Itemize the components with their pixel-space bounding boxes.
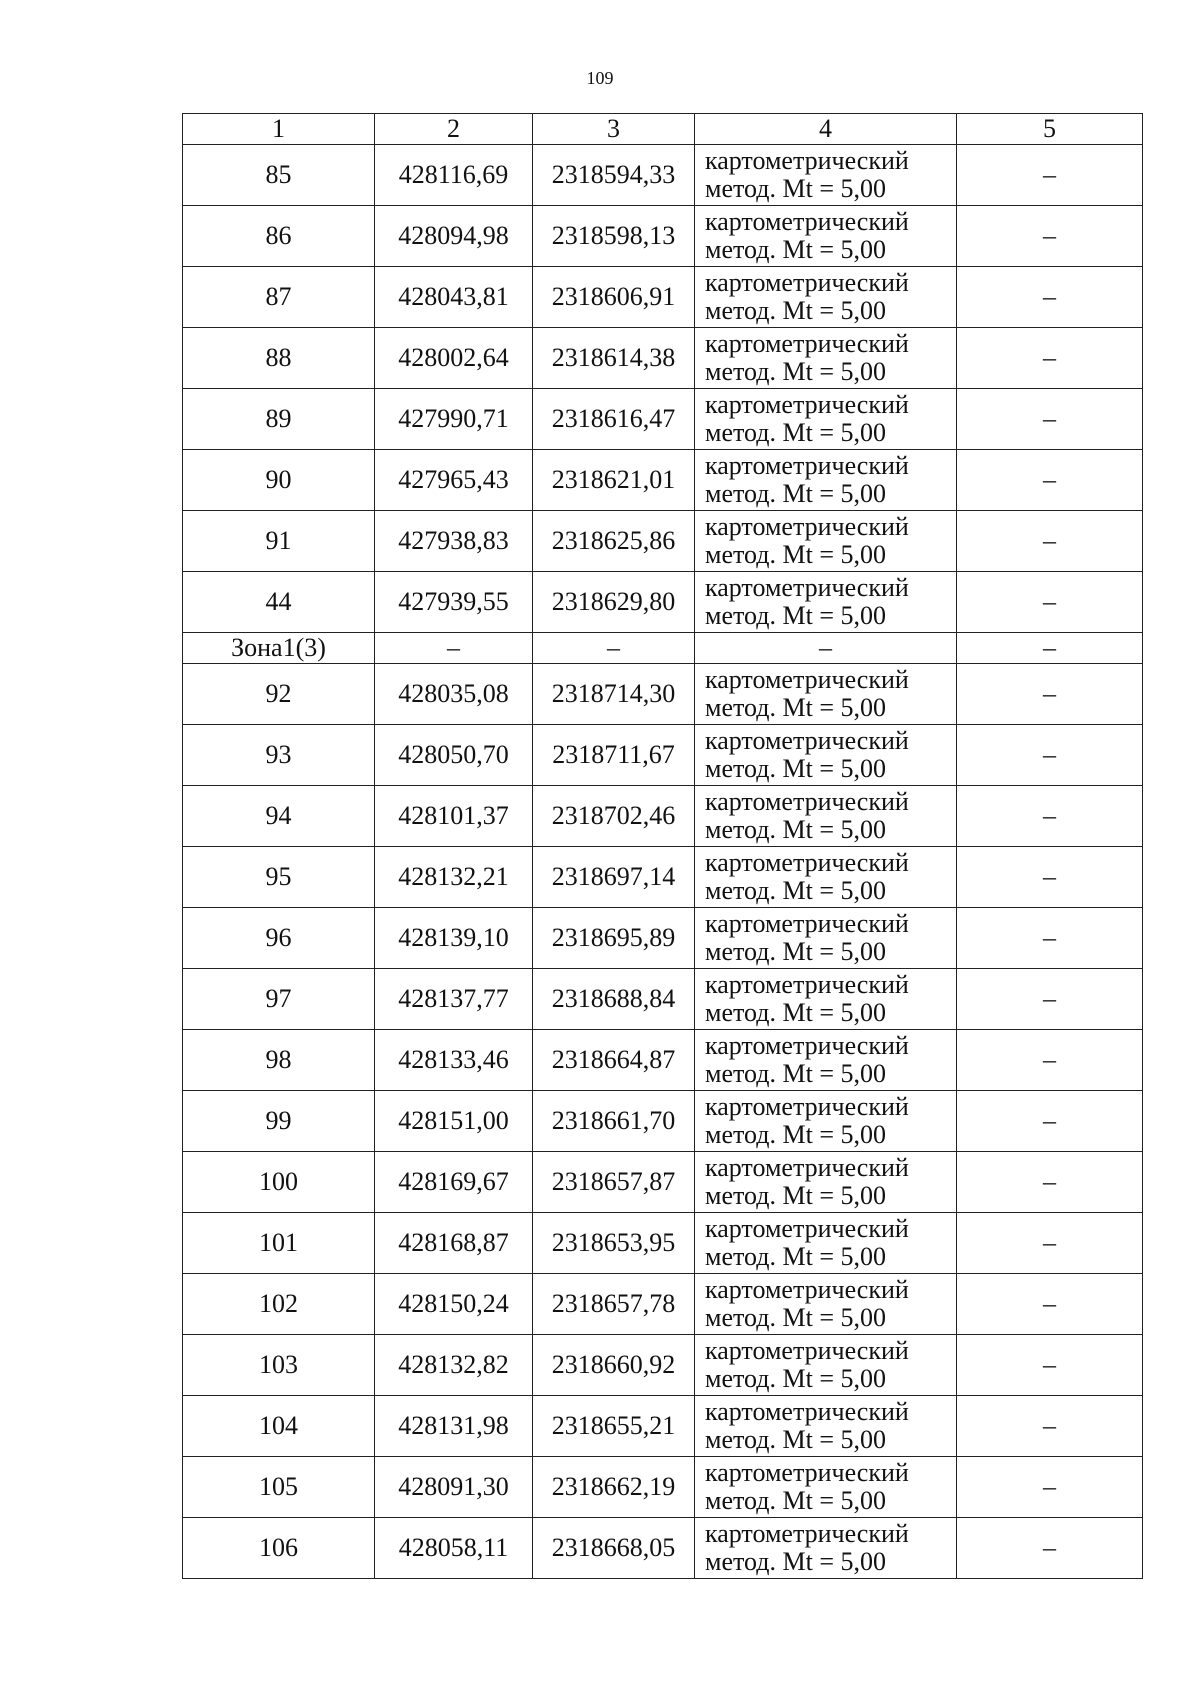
method-line-1: картометрический [705, 207, 909, 236]
col5-dash-cell: – [957, 725, 1143, 786]
table-row [183, 206, 1143, 267]
y-coordinate-cell: 2318629,80 [533, 572, 695, 633]
method-line-2: метод. Mt = 5,00 [705, 296, 886, 325]
method-line-1: картометрический [705, 451, 909, 480]
header-cell-1: 1 [183, 114, 375, 145]
method-line-2: метод. Mt = 5,00 [705, 1120, 886, 1149]
x-coordinate-cell: 428133,46 [375, 1030, 533, 1091]
method-line-1: картометрический [705, 1275, 909, 1304]
y-coordinate-cell: 2318660,92 [533, 1335, 695, 1396]
method-line-2: метод. Mt = 5,00 [705, 1425, 886, 1454]
y-coordinate-cell: 2318655,21 [533, 1396, 695, 1457]
point-number-cell: 97 [183, 969, 375, 1030]
y-coordinate-cell: 2318598,13 [533, 206, 695, 267]
method-line-2: метод. Mt = 5,00 [705, 937, 886, 966]
method-line-1: картометрический [705, 665, 909, 694]
point-number-cell: 106 [183, 1518, 375, 1579]
x-coordinate-cell: 428137,77 [375, 969, 533, 1030]
col5-dash-cell: – [957, 1335, 1143, 1396]
table-row [183, 1152, 1143, 1213]
x-coordinate-cell: 428002,64 [375, 328, 533, 389]
table-row [183, 511, 1143, 572]
table-row [183, 1091, 1143, 1152]
y-coordinate-cell: 2318653,95 [533, 1213, 695, 1274]
table-row [183, 328, 1143, 389]
method-line-1: картометрический [705, 1153, 909, 1182]
col5-dash-cell: – [957, 1274, 1143, 1335]
col5-dash-cell: – [957, 664, 1143, 725]
x-coordinate-cell: 428132,21 [375, 847, 533, 908]
x-coordinate-cell: 428131,98 [375, 1396, 533, 1457]
y-coordinate-cell: 2318668,05 [533, 1518, 695, 1579]
point-number-cell: 105 [183, 1457, 375, 1518]
x-coordinate-cell: 428101,37 [375, 786, 533, 847]
table-row [183, 847, 1143, 908]
method-cell [695, 1518, 957, 1579]
point-number-cell: 44 [183, 572, 375, 633]
method-cell [695, 908, 957, 969]
method-cell [695, 389, 957, 450]
x-coordinate-cell: 428058,11 [375, 1518, 533, 1579]
col5-dash-cell: – [957, 511, 1143, 572]
col5-dash-cell: – [957, 1457, 1143, 1518]
col5-dash-cell: – [957, 145, 1143, 206]
table-row [183, 1274, 1143, 1335]
table-row [183, 572, 1143, 633]
method-cell [695, 1091, 957, 1152]
x-coordinate-cell: 428116,69 [375, 145, 533, 206]
method-line-2: метод. Mt = 5,00 [705, 601, 886, 630]
method-line-2: метод. Mt = 5,00 [705, 1242, 886, 1271]
point-number-cell: 92 [183, 664, 375, 725]
method-cell [695, 1213, 957, 1274]
y-coordinate-cell: 2318657,87 [533, 1152, 695, 1213]
method-line-2: метод. Mt = 5,00 [705, 1486, 886, 1515]
method-line-2: метод. Mt = 5,00 [705, 418, 886, 447]
y-coordinate-cell: 2318625,86 [533, 511, 695, 572]
point-number-cell: 99 [183, 1091, 375, 1152]
col5-dash-cell: – [957, 206, 1143, 267]
method-line-2: метод. Mt = 5,00 [705, 1059, 886, 1088]
point-number-cell: 94 [183, 786, 375, 847]
point-number-cell: 85 [183, 145, 375, 206]
coordinates-table [182, 113, 1143, 1579]
method-cell [695, 1335, 957, 1396]
x-coordinate-cell: 427965,43 [375, 450, 533, 511]
method-line-1: картометрический [705, 1031, 909, 1060]
method-cell [695, 664, 957, 725]
x-coordinate-cell: 427990,71 [375, 389, 533, 450]
y-coordinate-cell: 2318711,67 [533, 725, 695, 786]
y-coordinate-cell: 2318664,87 [533, 1030, 695, 1091]
col5-dash-cell: – [957, 1152, 1143, 1213]
page-number: 109 [586, 68, 614, 88]
header-cell-3: 3 [533, 114, 695, 145]
method-cell [695, 145, 957, 206]
y-coordinate-cell: 2318606,91 [533, 267, 695, 328]
method-cell [695, 1152, 957, 1213]
method-line-2: метод. Mt = 5,00 [705, 235, 886, 264]
zone-label: Зона1(3) [183, 633, 375, 664]
header-cell-4: 4 [695, 114, 957, 145]
point-number-cell: 86 [183, 206, 375, 267]
table-row [183, 725, 1143, 786]
x-coordinate-cell: 427938,83 [375, 511, 533, 572]
method-cell [695, 267, 957, 328]
table-body [183, 145, 1143, 1579]
y-coordinate-cell: 2318697,14 [533, 847, 695, 908]
y-coordinate-cell: 2318702,46 [533, 786, 695, 847]
col5-dash-cell: – [957, 1396, 1143, 1457]
method-line-1: картометрический [705, 970, 909, 999]
col5-dash-cell: – [957, 1518, 1143, 1579]
x-coordinate-cell: 428151,00 [375, 1091, 533, 1152]
x-coordinate-cell: 428132,82 [375, 1335, 533, 1396]
method-line-1: картометрический [705, 1336, 909, 1365]
y-coordinate-cell: 2318657,78 [533, 1274, 695, 1335]
header-cell-2: 2 [375, 114, 533, 145]
method-cell [695, 1030, 957, 1091]
method-line-2: метод. Mt = 5,00 [705, 479, 886, 508]
col5-dash-cell: – [957, 786, 1143, 847]
method-line-1: картометрический [705, 390, 909, 419]
y-coordinate-cell: 2318714,30 [533, 664, 695, 725]
table-row [183, 1396, 1143, 1457]
table-row [183, 389, 1143, 450]
x-coordinate-cell: 428168,87 [375, 1213, 533, 1274]
table-row [183, 1457, 1143, 1518]
col5-dash-cell: – [957, 267, 1143, 328]
method-line-1: картометрический [705, 1092, 909, 1121]
point-number-cell: 103 [183, 1335, 375, 1396]
method-line-2: метод. Mt = 5,00 [705, 1547, 886, 1576]
col5-dash-cell: – [957, 1091, 1143, 1152]
method-cell [695, 1396, 957, 1457]
x-coordinate-cell: 428150,24 [375, 1274, 533, 1335]
method-line-1: картометрический [705, 1519, 909, 1548]
point-number-cell: 95 [183, 847, 375, 908]
table-row [183, 267, 1143, 328]
point-number-cell: 96 [183, 908, 375, 969]
method-cell [695, 1457, 957, 1518]
y-coordinate-cell: 2318688,84 [533, 969, 695, 1030]
method-line-2: метод. Mt = 5,00 [705, 693, 886, 722]
zone-dash-cell: – [695, 633, 957, 664]
zone-dash-cell: – [375, 633, 533, 664]
point-number-cell: 98 [183, 1030, 375, 1091]
header-row [183, 114, 1143, 145]
col5-dash-cell: – [957, 572, 1143, 633]
method-cell [695, 725, 957, 786]
y-coordinate-cell: 2318695,89 [533, 908, 695, 969]
point-number-cell: 91 [183, 511, 375, 572]
x-coordinate-cell: 428091,30 [375, 1457, 533, 1518]
x-coordinate-cell: 427939,55 [375, 572, 533, 633]
point-number-cell: 93 [183, 725, 375, 786]
x-coordinate-cell: 428043,81 [375, 267, 533, 328]
col5-dash-cell: – [957, 1213, 1143, 1274]
table-row [183, 1518, 1143, 1579]
method-line-1: картометрический [705, 848, 909, 877]
method-line-1: картометрический [705, 1214, 909, 1243]
point-number-cell: 87 [183, 267, 375, 328]
zone-row [183, 633, 1143, 664]
table-row [183, 450, 1143, 511]
x-coordinate-cell: 428035,08 [375, 664, 533, 725]
method-line-2: метод. Mt = 5,00 [705, 1303, 886, 1332]
y-coordinate-cell: 2318616,47 [533, 389, 695, 450]
method-cell [695, 328, 957, 389]
col5-dash-cell: – [957, 328, 1143, 389]
col5-dash-cell: – [957, 389, 1143, 450]
table-row [183, 969, 1143, 1030]
method-cell [695, 511, 957, 572]
point-number-cell: 102 [183, 1274, 375, 1335]
point-number-cell: 88 [183, 328, 375, 389]
method-line-1: картометрический [705, 726, 909, 755]
table-row [183, 145, 1143, 206]
method-line-2: метод. Mt = 5,00 [705, 754, 886, 783]
zone-dash-cell: – [957, 633, 1143, 664]
y-coordinate-cell: 2318594,33 [533, 145, 695, 206]
x-coordinate-cell: 428169,67 [375, 1152, 533, 1213]
x-coordinate-cell: 428139,10 [375, 908, 533, 969]
method-cell [695, 1274, 957, 1335]
method-line-1: картометрический [705, 268, 909, 297]
method-line-1: картометрический [705, 512, 909, 541]
point-number-cell: 89 [183, 389, 375, 450]
method-cell [695, 572, 957, 633]
table-row [183, 1213, 1143, 1274]
col5-dash-cell: – [957, 450, 1143, 511]
point-number-cell: 104 [183, 1396, 375, 1457]
method-line-1: картометрический [705, 787, 909, 816]
method-line-1: картометрический [705, 1397, 909, 1426]
method-line-1: картометрический [705, 1458, 909, 1487]
x-coordinate-cell: 428094,98 [375, 206, 533, 267]
zone-dash-cell: – [533, 633, 695, 664]
method-line-2: метод. Mt = 5,00 [705, 174, 886, 203]
method-line-2: метод. Mt = 5,00 [705, 357, 886, 386]
point-number-cell: 90 [183, 450, 375, 511]
method-line-2: метод. Mt = 5,00 [705, 815, 886, 844]
col5-dash-cell: – [957, 969, 1143, 1030]
method-cell [695, 786, 957, 847]
point-number-cell: 100 [183, 1152, 375, 1213]
point-number-cell: 101 [183, 1213, 375, 1274]
table-header [183, 114, 1143, 145]
method-line-2: метод. Mt = 5,00 [705, 1181, 886, 1210]
method-line-2: метод. Mt = 5,00 [705, 1364, 886, 1393]
method-line-2: метод. Mt = 5,00 [705, 998, 886, 1027]
col5-dash-cell: – [957, 908, 1143, 969]
table-row [183, 1335, 1143, 1396]
method-line-1: картометрический [705, 329, 909, 358]
table-row [183, 786, 1143, 847]
method-cell [695, 206, 957, 267]
col5-dash-cell: – [957, 847, 1143, 908]
method-line-2: метод. Mt = 5,00 [705, 876, 886, 905]
y-coordinate-cell: 2318662,19 [533, 1457, 695, 1518]
col5-dash-cell: – [957, 1030, 1143, 1091]
method-cell [695, 450, 957, 511]
method-cell [695, 847, 957, 908]
method-cell [695, 969, 957, 1030]
method-line-2: метод. Mt = 5,00 [705, 540, 886, 569]
x-coordinate-cell: 428050,70 [375, 725, 533, 786]
y-coordinate-cell: 2318661,70 [533, 1091, 695, 1152]
y-coordinate-cell: 2318621,01 [533, 450, 695, 511]
method-line-1: картометрический [705, 573, 909, 602]
method-line-1: картометрический [705, 146, 909, 175]
table-row [183, 908, 1143, 969]
method-line-1: картометрический [705, 909, 909, 938]
y-coordinate-cell: 2318614,38 [533, 328, 695, 389]
table-row [183, 1030, 1143, 1091]
header-cell-5: 5 [957, 114, 1143, 145]
table-row [183, 664, 1143, 725]
